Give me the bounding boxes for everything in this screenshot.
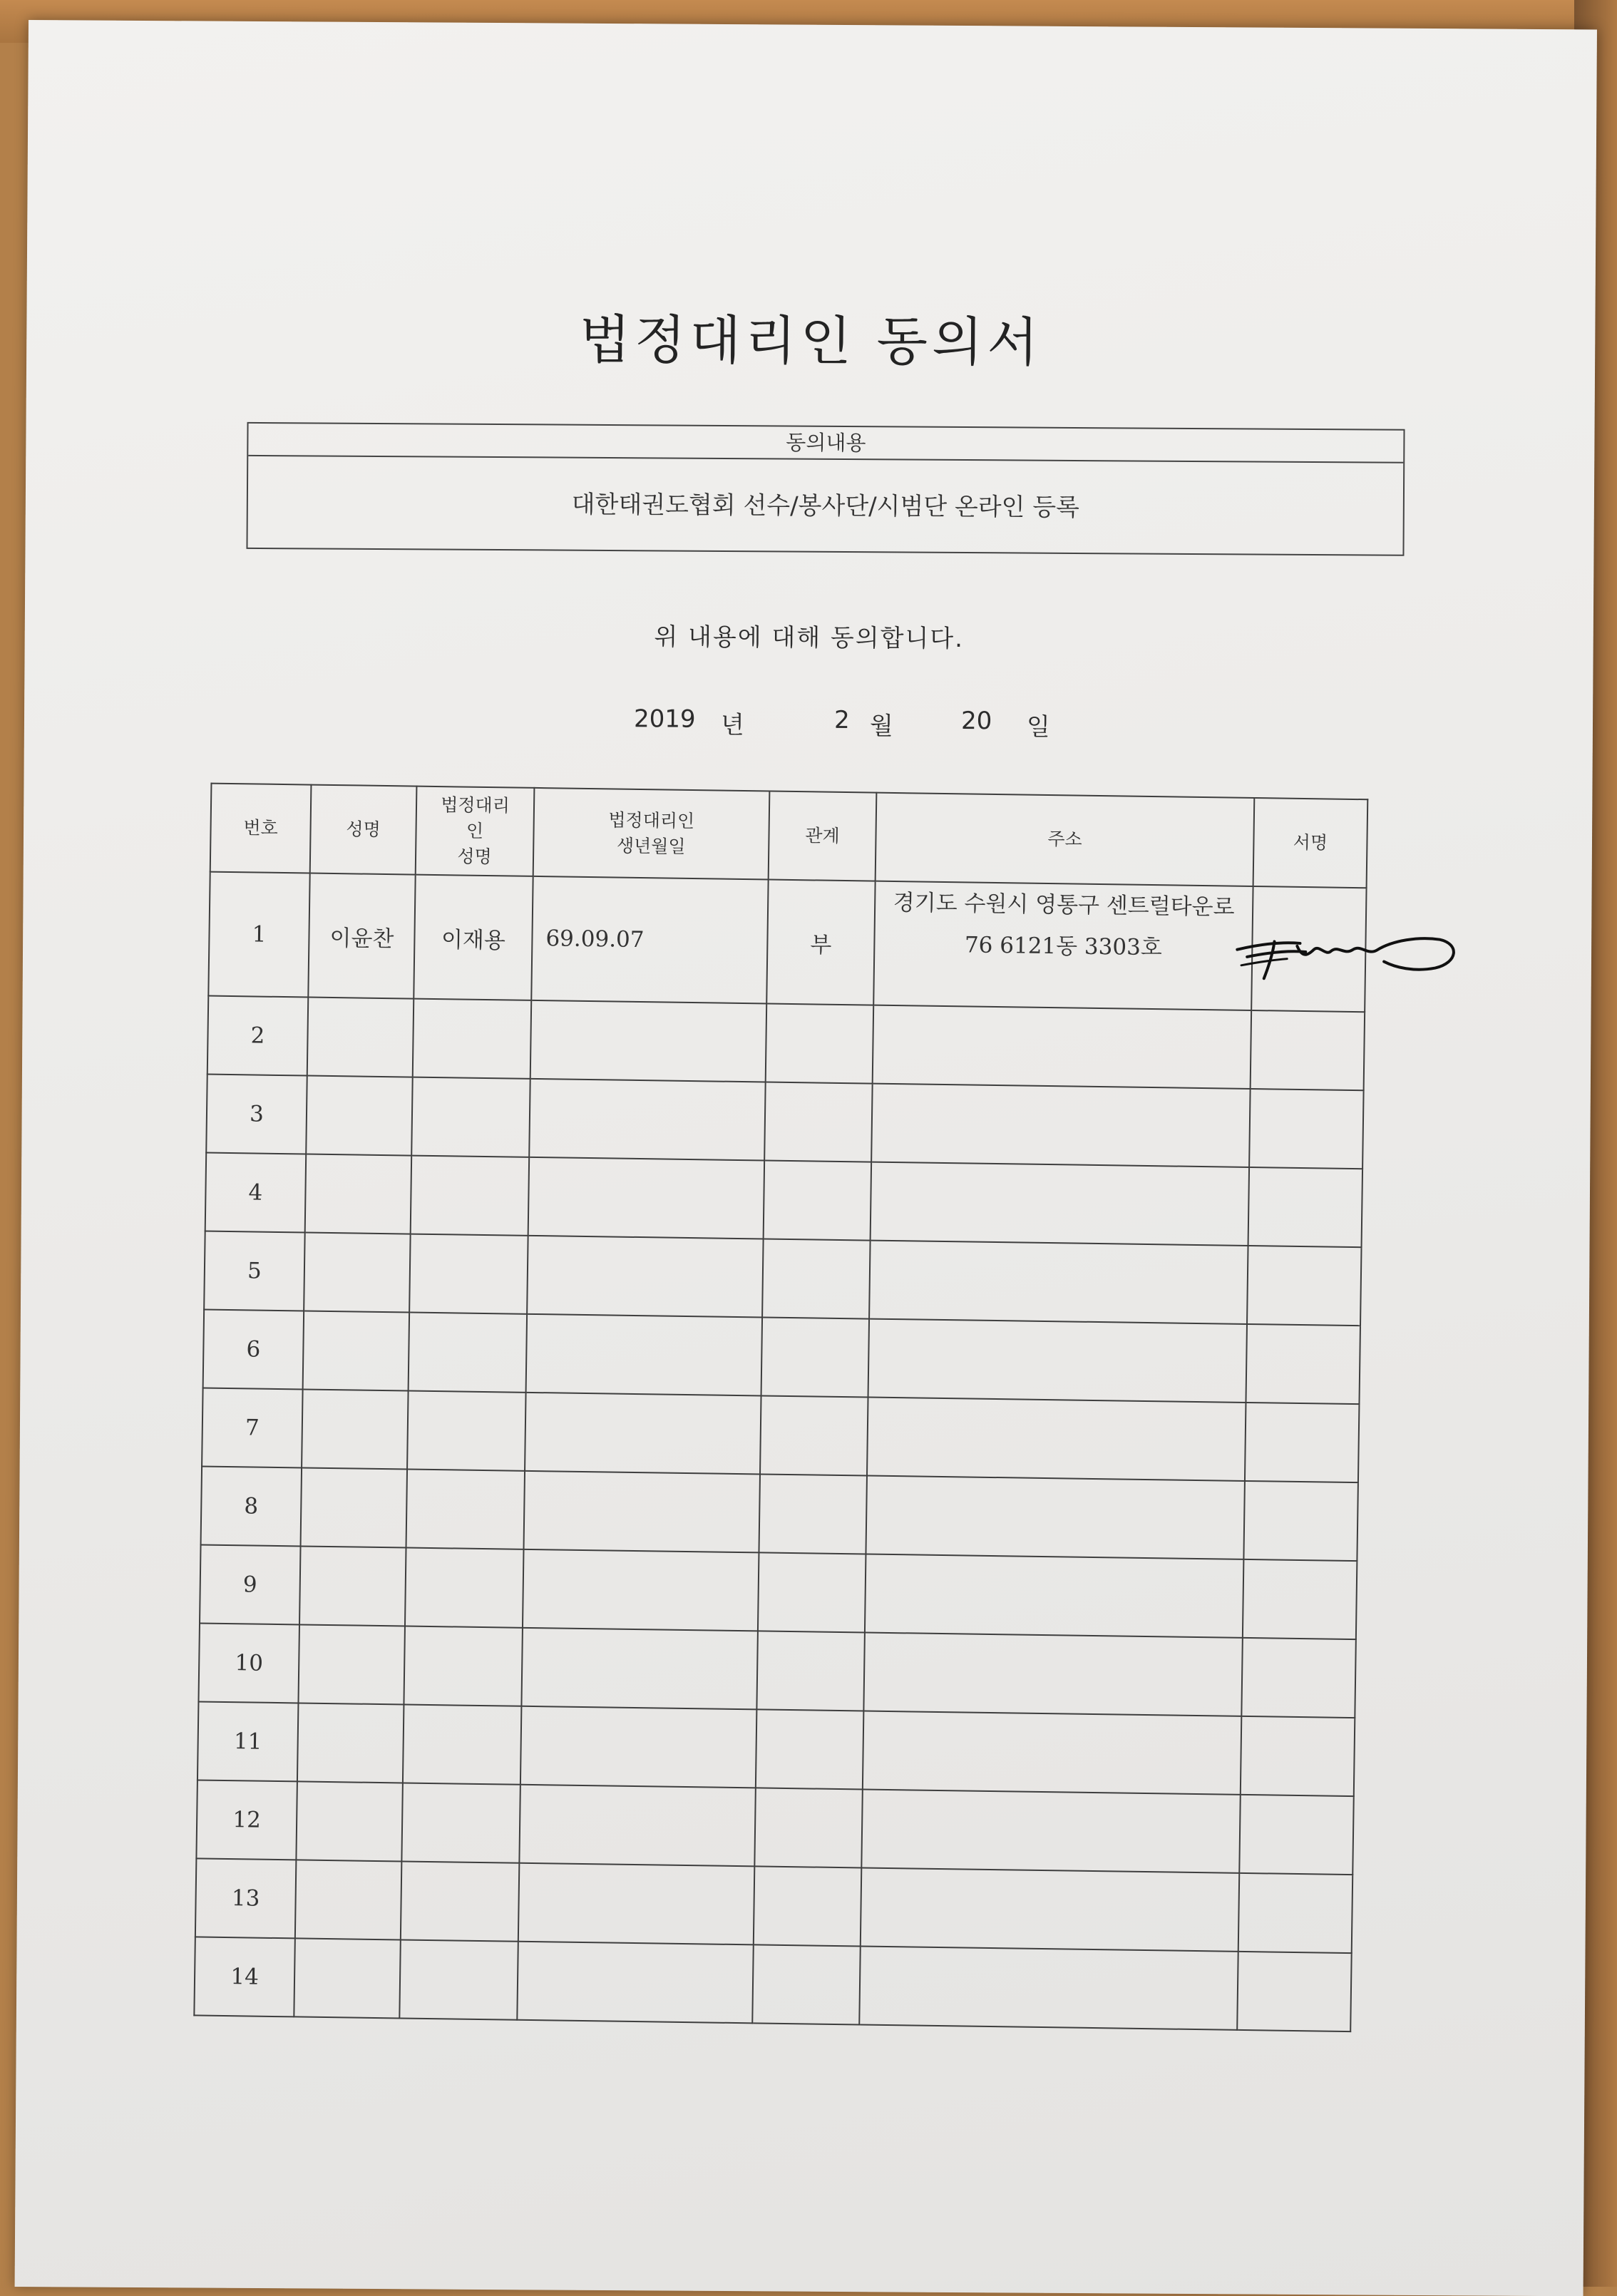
cell-guardian-name xyxy=(407,1391,526,1471)
document-title: 법정대리인 동의서 xyxy=(579,309,1043,374)
date-day: 20 xyxy=(960,707,992,736)
cell-number: 9 xyxy=(200,1544,301,1624)
cell-guardian-name xyxy=(411,1077,530,1157)
cell-signature xyxy=(1241,1716,1355,1796)
cell-name xyxy=(299,1546,406,1626)
cell-signature xyxy=(1251,886,1366,1012)
cell-address xyxy=(863,1633,1242,1716)
cell-address xyxy=(863,1711,1241,1794)
table-row xyxy=(208,872,1366,1013)
cell-name xyxy=(295,1860,402,1939)
cell-relation xyxy=(756,1709,864,1789)
cell-relation: 부 xyxy=(766,880,875,1005)
cell-relation xyxy=(759,1474,867,1554)
cell-name xyxy=(294,1938,401,2018)
cell-signature xyxy=(1243,1559,1357,1639)
header-address: 주소 xyxy=(876,793,1255,886)
cell-signature xyxy=(1245,1403,1360,1482)
cell-number: 8 xyxy=(201,1467,302,1547)
header-guardian-birthdate: 법정대리인 생년월일 xyxy=(533,788,770,880)
date-day-unit: 일 xyxy=(1026,712,1050,742)
cell-number: 5 xyxy=(204,1231,305,1311)
cell-number: 2 xyxy=(207,996,309,1076)
cell-address xyxy=(871,1084,1250,1167)
consent-content-header: 동의내용 xyxy=(248,424,1403,463)
cell-address xyxy=(865,1554,1243,1638)
consent-form-paper xyxy=(15,20,1597,2296)
date-year: 2019 xyxy=(633,704,696,734)
cell-number: 12 xyxy=(196,1780,297,1860)
cell-number: 7 xyxy=(202,1388,303,1468)
cell-guardian-birthdate xyxy=(521,1628,758,1710)
cell-name: 이윤찬 xyxy=(308,873,415,999)
cell-relation xyxy=(764,1160,872,1240)
cell-address xyxy=(873,1005,1251,1089)
cell-signature xyxy=(1239,1795,1354,1875)
cell-guardian-name xyxy=(413,999,532,1079)
cell-number: 1 xyxy=(208,872,309,998)
cell-name xyxy=(297,1703,404,1783)
cell-relation xyxy=(752,1944,861,2024)
cell-number: 6 xyxy=(203,1310,304,1390)
consent-content-box xyxy=(246,422,1405,556)
consent-content-text: 대한태권도협회 선수/봉사단/시범단 온라인 등록 xyxy=(571,490,1080,523)
cell-guardian-name xyxy=(406,1470,525,1549)
cell-relation xyxy=(756,1631,865,1711)
cell-address xyxy=(868,1319,1247,1403)
cell-signature xyxy=(1241,1638,1356,1718)
cell-name xyxy=(302,1389,409,1469)
cell-name xyxy=(303,1311,410,1390)
cell-relation xyxy=(761,1317,870,1397)
cell-guardian-birthdate xyxy=(519,1785,756,1867)
cell-address xyxy=(861,1789,1240,1872)
cell-number: 14 xyxy=(194,1937,295,2016)
cell-address xyxy=(861,1867,1239,1951)
cell-guardian-name: 이재용 xyxy=(414,875,533,1000)
handwritten-signature xyxy=(1231,913,1468,995)
cell-signature xyxy=(1247,1246,1362,1326)
cell-relation xyxy=(766,1003,874,1083)
cell-guardian-name xyxy=(401,1861,520,1941)
cell-guardian-name xyxy=(401,1783,520,1862)
date-year-unit: 년 xyxy=(720,710,744,740)
cell-relation xyxy=(754,1866,862,1946)
cell-guardian-birthdate xyxy=(526,1314,763,1396)
cell-relation xyxy=(762,1239,871,1318)
cell-address xyxy=(871,1162,1249,1246)
cell-relation xyxy=(760,1395,868,1475)
cell-name xyxy=(301,1467,408,1547)
cell-number: 11 xyxy=(197,1701,299,1781)
guardian-registration-table xyxy=(193,783,1368,2033)
cell-address xyxy=(859,1946,1238,2029)
cell-signature xyxy=(1246,1324,1360,1404)
date-month: 2 xyxy=(833,705,850,735)
cell-guardian-birthdate xyxy=(530,1000,767,1082)
cell-guardian-birthdate xyxy=(524,1471,761,1553)
cell-number: 3 xyxy=(206,1075,307,1154)
cell-guardian-birthdate xyxy=(527,1236,764,1318)
cell-number: 13 xyxy=(195,1858,297,1938)
cell-signature xyxy=(1248,1167,1363,1247)
cell-guardian-birthdate xyxy=(517,1942,754,2024)
date-month-unit: 월 xyxy=(869,712,893,741)
cell-guardian-name xyxy=(404,1626,523,1706)
header-name: 성명 xyxy=(310,785,417,875)
cell-name xyxy=(307,998,414,1077)
cell-relation xyxy=(754,1788,863,1867)
header-relation: 관계 xyxy=(769,791,877,881)
signing-date xyxy=(595,704,1165,742)
cell-name xyxy=(298,1624,405,1704)
cell-guardian-name xyxy=(409,1313,528,1393)
cell-guardian-name xyxy=(409,1234,528,1314)
cell-guardian-birthdate xyxy=(525,1393,761,1475)
cell-number: 10 xyxy=(198,1623,299,1703)
cell-signature xyxy=(1251,1010,1365,1090)
cell-guardian-name xyxy=(403,1704,522,1784)
header-number: 번호 xyxy=(210,784,312,873)
cell-guardian-birthdate xyxy=(528,1157,765,1239)
cell-signature xyxy=(1249,1089,1364,1169)
header-guardian-name: 법정대리 인 성명 xyxy=(416,786,535,876)
cell-name xyxy=(304,1232,411,1312)
cell-address xyxy=(866,1476,1244,1559)
cell-address: 경기도 수원시 영통구 센트럴타운로 76 6121동 3303호 xyxy=(873,881,1253,1010)
cell-signature xyxy=(1237,1952,1352,2031)
cell-name xyxy=(296,1781,403,1861)
cell-guardian-birthdate xyxy=(523,1549,759,1631)
cell-guardian-birthdate: 69.09.07 xyxy=(531,876,768,1004)
cell-address xyxy=(867,1398,1246,1481)
cell-guardian-name xyxy=(411,1156,530,1236)
cell-guardian-birthdate xyxy=(529,1079,766,1161)
cell-guardian-birthdate xyxy=(518,1863,755,1945)
cell-signature xyxy=(1238,1873,1353,1953)
cell-guardian-name xyxy=(405,1548,524,1628)
agreement-statement: 위 내용에 대해 동의합니다. xyxy=(654,622,965,654)
cell-name xyxy=(305,1154,412,1234)
cell-guardian-name xyxy=(399,1939,518,2019)
cell-guardian-birthdate xyxy=(520,1706,757,1788)
table-row xyxy=(194,1937,1351,2031)
table-header-row xyxy=(210,784,1368,888)
cell-relation xyxy=(758,1552,866,1632)
cell-signature xyxy=(1243,1481,1358,1561)
cell-relation xyxy=(764,1082,873,1162)
cell-address xyxy=(869,1241,1248,1324)
cell-number: 4 xyxy=(205,1153,307,1233)
cell-name xyxy=(306,1076,413,1156)
header-signature: 서명 xyxy=(1253,798,1368,888)
